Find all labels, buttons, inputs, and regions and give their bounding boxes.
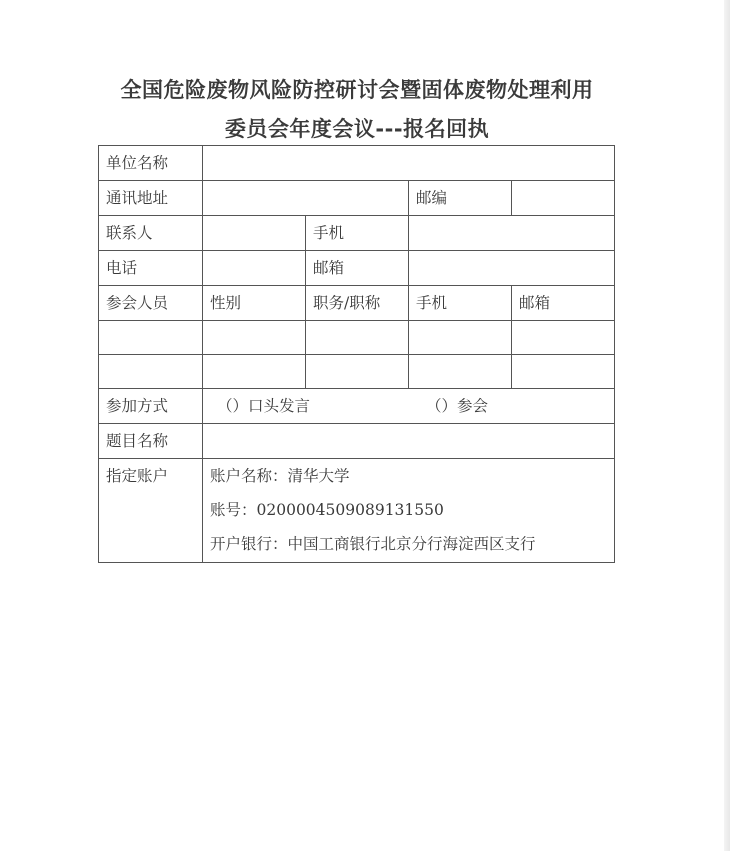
email-field[interactable] xyxy=(409,251,615,286)
attendee-mobile-field[interactable] xyxy=(409,355,512,389)
unit-name-field[interactable] xyxy=(203,146,615,181)
email-label: 邮箱 xyxy=(306,251,409,286)
attendee-email-field[interactable] xyxy=(512,355,615,389)
attendee-position-field[interactable] xyxy=(306,355,409,389)
attendee-row xyxy=(99,355,615,389)
column-email: 邮箱 xyxy=(512,286,615,321)
document-title-line-1: 全国危险废物风险防控研讨会暨固体废物处理利用 xyxy=(120,78,594,102)
unit-name-label: 单位名称 xyxy=(99,146,203,181)
document-title-line-2: 委员会年度会议---报名回执 xyxy=(224,117,490,141)
topic-label: 题目名称 xyxy=(99,424,203,459)
registration-form-table xyxy=(98,145,615,563)
attendee-email-field[interactable] xyxy=(512,321,615,355)
row-account xyxy=(99,459,615,563)
participation-label: 参加方式 xyxy=(99,389,203,424)
column-gender: 性别 xyxy=(203,286,306,321)
attendee-name-field[interactable] xyxy=(99,355,203,389)
topic-field[interactable] xyxy=(203,424,615,459)
address-label: 通讯地址 xyxy=(99,181,203,216)
bank-name: 开户银行：中国工商银行北京分行海淀西区支行 xyxy=(210,535,536,553)
phone-label: 电话 xyxy=(99,251,203,286)
attendee-mobile-field[interactable] xyxy=(409,321,512,355)
column-position: 职务/职称 xyxy=(306,286,409,321)
account-details xyxy=(203,459,615,563)
row-address xyxy=(99,181,615,216)
option-oral-presentation[interactable]: （）口头发言 xyxy=(217,397,311,415)
phone-field[interactable] xyxy=(203,251,306,286)
row-phone xyxy=(99,251,615,286)
address-field[interactable] xyxy=(203,181,409,216)
postcode-label: 邮编 xyxy=(409,181,512,216)
row-contact xyxy=(99,216,615,251)
row-attendees-header xyxy=(99,286,615,321)
mobile-label: 手机 xyxy=(306,216,409,251)
attendee-gender-field[interactable] xyxy=(203,355,306,389)
scan-edge xyxy=(724,0,730,851)
row-unit-name xyxy=(99,146,615,181)
attendee-name-field[interactable] xyxy=(99,321,203,355)
account-label: 指定账户 xyxy=(99,459,203,563)
attendees-label: 参会人员 xyxy=(99,286,203,321)
mobile-field[interactable] xyxy=(409,216,615,251)
contact-field[interactable] xyxy=(203,216,306,251)
column-mobile: 手机 xyxy=(409,286,512,321)
contact-label: 联系人 xyxy=(99,216,203,251)
account-name: 账户名称：清华大学 xyxy=(210,467,350,485)
attendee-gender-field[interactable] xyxy=(203,321,306,355)
attendee-position-field[interactable] xyxy=(306,321,409,355)
postcode-field[interactable] xyxy=(512,181,615,216)
option-attend[interactable]: （）参会 xyxy=(426,397,489,415)
participation-options xyxy=(203,389,615,424)
attendee-row xyxy=(99,321,615,355)
row-participation xyxy=(99,389,615,424)
account-number: 账号：0200004509089131550 xyxy=(210,501,444,519)
row-topic xyxy=(99,424,615,459)
